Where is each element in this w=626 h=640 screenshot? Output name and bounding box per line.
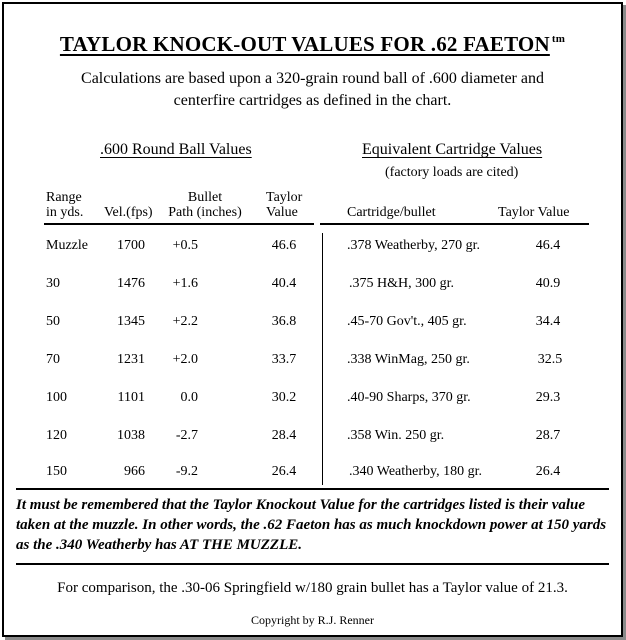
left-section-heading: .600 Round Ball Values <box>100 141 252 158</box>
col-header-taylor-line1: Taylor <box>266 190 303 205</box>
cell-cartridge-taylor: 40.9 <box>535 276 561 291</box>
cell-taylor: 46.6 <box>271 238 297 253</box>
cell-bullet-path: -9.2 <box>175 464 198 479</box>
trademark-superscript: tm <box>551 33 566 45</box>
cell-taylor: 40.4 <box>271 276 297 291</box>
col-header-taylor-line2: Value <box>266 205 298 220</box>
intro-line-2: centerfire cartridges as defined in the chart. <box>173 92 452 109</box>
cell-velocity: 1345 <box>117 314 145 329</box>
col-header-bullet-path <box>164 190 246 220</box>
cell-bullet-path: +0.5 <box>172 238 198 253</box>
emphasis-bottom-rule <box>16 563 609 565</box>
cell-velocity: 1476 <box>117 276 145 291</box>
cell-cartridge: .378 Weatherby, 270 gr. <box>347 238 481 253</box>
cell-cartridge: .375 H&H, 300 gr. <box>349 276 454 291</box>
cell-taylor: 33.7 <box>271 352 297 367</box>
col-header-range-line2: in yds. <box>46 205 84 220</box>
comparison-note: For comparison, the .30-06 Springfield w/180 grain bullet has a Taylor value of 21.3. <box>57 580 568 596</box>
cell-cartridge-taylor: 32.5 <box>537 352 563 367</box>
cell-bullet-path: -2.7 <box>175 428 198 443</box>
cell-velocity: 1700 <box>117 238 145 253</box>
col-header-taylor <box>266 190 302 220</box>
col-header-cartridge-taylor: Taylor Value <box>498 205 570 220</box>
cell-cartridge-taylor: 29.3 <box>535 390 561 405</box>
table-divider <box>322 233 323 485</box>
col-header-path-line2: Path (inches) <box>168 205 242 220</box>
cell-range: 50 <box>46 314 60 329</box>
cell-cartridge: .340 Weatherby, 180 gr. <box>349 464 483 479</box>
header-rule-left <box>44 223 314 225</box>
right-section-heading: Equivalent Cartridge Values <box>362 141 543 158</box>
col-header-range <box>46 190 83 220</box>
cell-velocity: 966 <box>124 464 145 479</box>
cell-range: 120 <box>46 428 67 443</box>
title-text: TAYLOR KNOCK-OUT VALUES FOR .62 FAETON <box>59 32 550 56</box>
col-header-velocity: Vel.(fps) <box>104 205 153 220</box>
cell-taylor: 26.4 <box>271 464 297 479</box>
cell-taylor: 36.8 <box>271 314 297 329</box>
cell-cartridge: .45-70 Gov't., 405 gr. <box>347 314 467 329</box>
intro-line-1: Calculations are based upon a 320-grain round ball of .600 diameter and <box>81 70 544 87</box>
col-header-path-line1: Bullet <box>187 190 223 205</box>
header-rule-right <box>320 223 589 225</box>
cell-cartridge-taylor: 46.4 <box>535 238 561 253</box>
right-section-subheading: (factory loads are cited) <box>385 165 519 180</box>
emphasis-top-rule <box>16 488 609 490</box>
cell-velocity: 1101 <box>117 390 145 405</box>
cell-bullet-path: 0.0 <box>180 390 198 405</box>
emphasis-note: It must be remembered that the Taylor Knockout Value for the cartridges listed is their value taken at the muzzle. In other words, the .62 Faeton has as much knockdown power at 150 yards as the .340 Weatherby has AT THE MUZZLE. <box>16 497 607 553</box>
cell-bullet-path: +2.2 <box>172 314 198 329</box>
document-frame <box>2 2 623 637</box>
cell-range: 100 <box>46 390 67 405</box>
cell-range: 150 <box>46 464 67 479</box>
col-header-cartridge: Cartridge/bullet <box>347 205 436 220</box>
cell-velocity: 1038 <box>117 428 145 443</box>
cell-cartridge-taylor: 28.7 <box>535 428 561 443</box>
cell-bullet-path: +2.0 <box>172 352 198 367</box>
cell-range: Muzzle <box>46 238 88 253</box>
cell-cartridge: .338 WinMag, 250 gr. <box>347 352 470 367</box>
page-title <box>4 32 621 57</box>
cell-velocity: 1231 <box>117 352 145 367</box>
cell-taylor: 30.2 <box>271 390 297 405</box>
cell-range: 30 <box>46 276 60 291</box>
cell-taylor: 28.4 <box>271 428 297 443</box>
cell-cartridge-taylor: 26.4 <box>535 464 561 479</box>
col-header-range-line1: Range <box>46 190 82 205</box>
cell-cartridge: .40-90 Sharps, 370 gr. <box>347 390 471 405</box>
cell-bullet-path: +1.6 <box>172 276 198 291</box>
cell-cartridge: .358 Win. 250 gr. <box>347 428 445 443</box>
cell-range: 70 <box>46 352 60 367</box>
copyright-line: Copyright by R.J. Renner <box>251 613 374 627</box>
cell-cartridge-taylor: 34.4 <box>535 314 561 329</box>
